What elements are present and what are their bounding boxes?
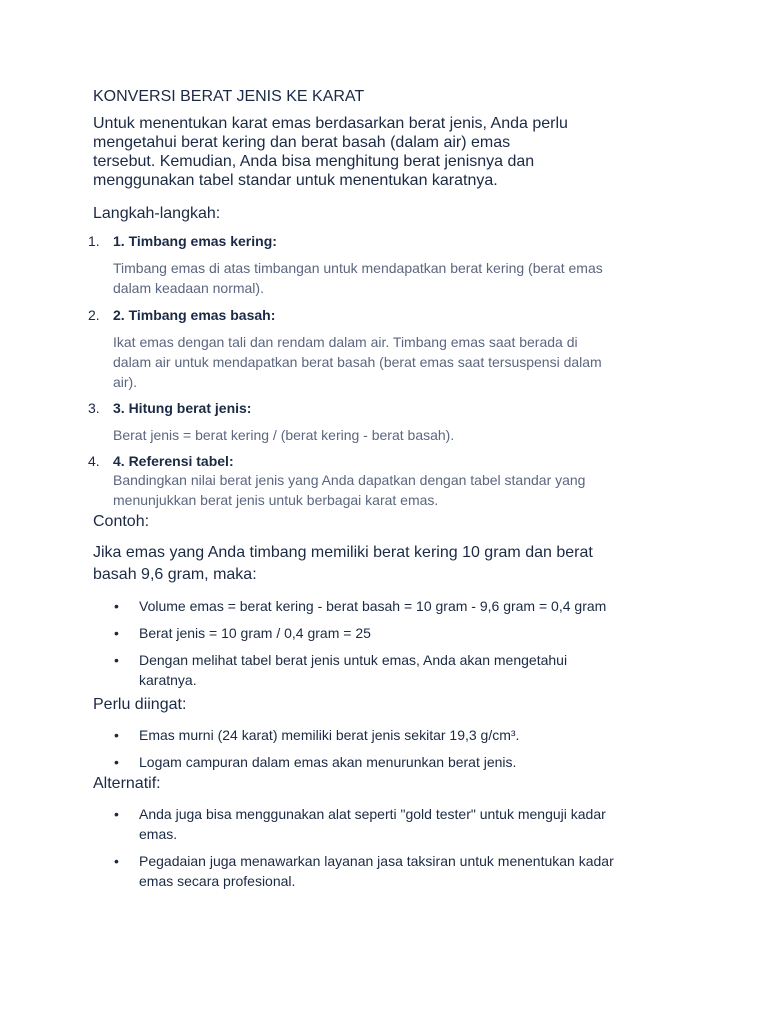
- bullet-item: [93, 596, 683, 616]
- step-number: 3.: [88, 400, 100, 416]
- bullet-dot: •: [114, 754, 119, 770]
- bullet-dot: •: [114, 652, 119, 668]
- bullet-dot: •: [114, 727, 119, 743]
- intro-line: mengetahui berat kering dan berat basah (dalam air) emas: [93, 134, 511, 151]
- intro-line: menggunakan tabel standar untuk menentukan karatnya.: [93, 172, 498, 189]
- example-lead-line: Jika emas yang Anda timbang memiliki berat kering 10 gram dan berat: [93, 544, 593, 561]
- bullet-text: Berat jenis = 10 gram / 0,4 gram = 25: [139, 625, 371, 641]
- step-item: [88, 452, 683, 510]
- bullet-item: [93, 804, 683, 844]
- bullet-text: Logam campuran dalam emas akan menurunkan berat jenis.: [139, 754, 517, 770]
- example-lead-line: basah 9,6 gram, maka:: [93, 566, 257, 583]
- step-desc-line: dalam air untuk mendapatkan berat basah (berat emas saat tersuspensi dalam: [113, 354, 602, 370]
- step-desc-line: Timbang emas di atas timbangan untuk mendapatkan berat kering (berat emas: [113, 260, 603, 276]
- document-page: [88, 86, 683, 891]
- step-description: [113, 425, 683, 445]
- remember-bullet-list: [93, 725, 683, 772]
- step-description: [113, 258, 683, 298]
- step-item: [88, 232, 683, 298]
- step-title: 3. Hitung berat jenis:: [113, 400, 252, 416]
- step-desc-line: dalam keadaan normal).: [113, 280, 264, 296]
- bullet-text: Pegadaian juga menawarkan layanan jasa taksiran untuk menentukan kadar: [139, 853, 614, 869]
- step-number: 1.: [88, 233, 100, 249]
- bullet-text: Anda juga bisa menggunakan alat seperti "gold tester" untuk menguji kadar: [139, 806, 606, 822]
- bullet-item: [93, 851, 683, 891]
- bullet-dot: •: [114, 806, 119, 822]
- bullet-dot: •: [114, 625, 119, 641]
- step-item: [88, 306, 683, 392]
- steps-heading: Langkah-langkah:: [93, 205, 221, 222]
- step-title: 4. Referensi tabel:: [113, 453, 234, 469]
- bullet-item: [93, 623, 683, 643]
- step-desc-line: menunjukkan berat jenis untuk berbagai karat emas.: [113, 492, 439, 508]
- step-desc-line: Ikat emas dengan tali dan rendam dalam air. Timbang emas saat berada di: [113, 334, 578, 350]
- step-item: [88, 399, 683, 445]
- step-title: 1. Timbang emas kering:: [113, 233, 277, 249]
- intro-paragraph: [93, 114, 683, 190]
- bullet-dot: •: [114, 853, 119, 869]
- bullet-text: Emas murni (24 karat) memiliki berat jenis sekitar 19,3 g/cm³.: [139, 727, 520, 743]
- example-heading: Contoh:: [93, 513, 150, 530]
- intro-line: tersebut. Kemudian, Anda bisa menghitung berat jenisnya dan: [93, 153, 535, 170]
- bullet-text: Dengan melihat tabel berat jenis untuk emas, Anda akan mengetahui: [139, 652, 568, 668]
- step-desc-line: Bandingkan nilai berat jenis yang Anda dapatkan dengan tabel standar yang: [113, 472, 586, 488]
- bullet-text: emas secara profesional.: [139, 873, 296, 889]
- bullet-item: [93, 752, 683, 772]
- step-number: 4.: [88, 453, 100, 469]
- bullet-item: [93, 650, 683, 690]
- step-description: [113, 470, 683, 510]
- step-title: 2. Timbang emas basah:: [113, 307, 276, 323]
- remember-heading: Perlu diingat:: [93, 696, 187, 713]
- bullet-text: emas.: [139, 826, 178, 842]
- step-desc-line: Berat jenis = berat kering / (berat kering - berat basah).: [113, 427, 455, 443]
- alternative-bullet-list: [93, 804, 683, 891]
- steps-list: [88, 232, 683, 510]
- example-lead: [93, 542, 683, 586]
- step-description: [113, 332, 683, 392]
- intro-line: Untuk menentukan karat emas berdasarkan berat jenis, Anda perlu: [93, 115, 568, 132]
- step-desc-line: air).: [113, 374, 138, 390]
- step-number: 2.: [88, 307, 100, 323]
- bullet-dot: •: [114, 598, 119, 614]
- bullet-item: [93, 725, 683, 745]
- example-bullet-list: [93, 596, 683, 690]
- alternative-heading: Alternatif:: [93, 775, 161, 792]
- bullet-text: Volume emas = berat kering - berat basah = 10 gram - 9,6 gram = 0,4 gram: [139, 598, 607, 614]
- document-title: KONVERSI BERAT JENIS KE KARAT: [93, 88, 365, 105]
- bullet-text: karatnya.: [139, 672, 197, 688]
